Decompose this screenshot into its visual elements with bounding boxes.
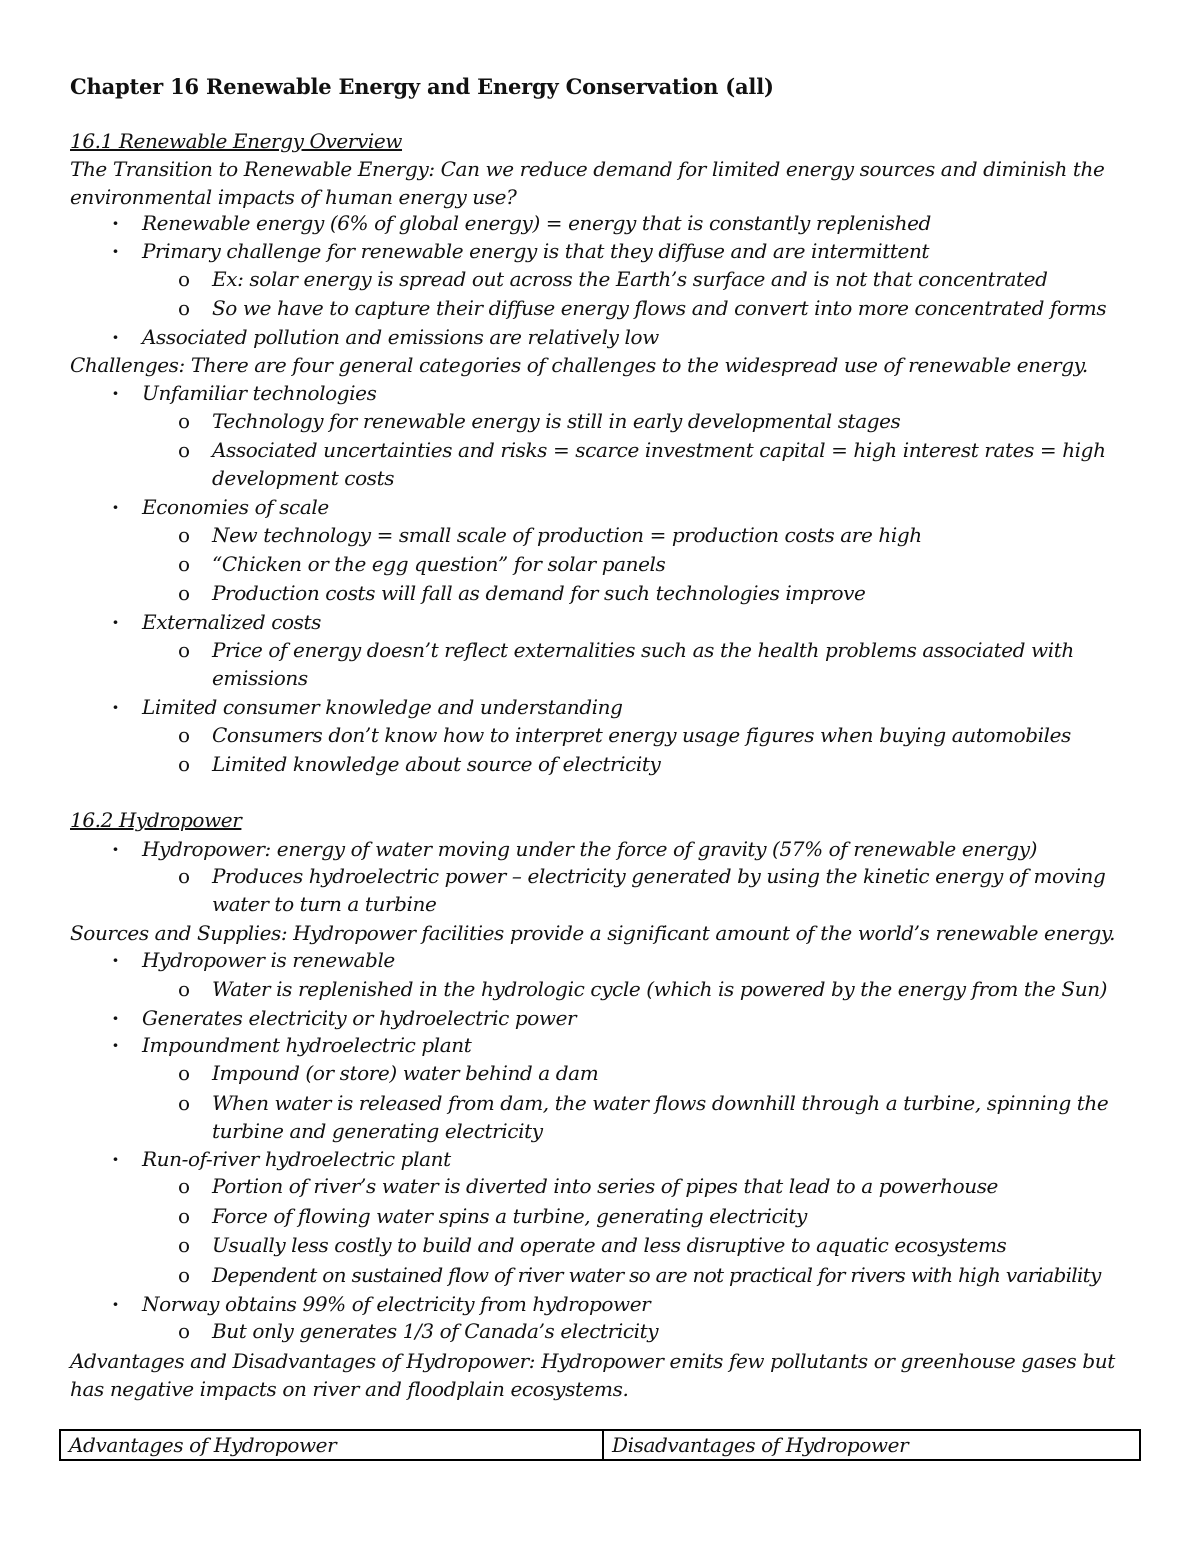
sub-bullet-marker: o bbox=[178, 1061, 191, 1085]
sub-bullet-item: Produces hydroelectric power – electricity generated by using the kinetic energy of moving bbox=[212, 864, 1106, 888]
sub-bullet-marker: o bbox=[178, 638, 191, 662]
sub-bullet-marker: o bbox=[178, 296, 191, 320]
sub-bullet-item: Portion of river’s water is diverted into series of pipes that lead to a powerhouse bbox=[212, 1174, 998, 1198]
bullet-item: Limited consumer knowledge and understanding bbox=[142, 695, 623, 719]
bullet-marker: · bbox=[112, 948, 119, 972]
sub-bullet-marker: o bbox=[178, 409, 191, 433]
table-header-row bbox=[60, 1430, 1140, 1460]
bullet-item: Hydropower: energy of water moving under the force of gravity (57% of renewable energy) bbox=[142, 837, 1038, 861]
intro-text: environmental impacts of human energy use? bbox=[70, 185, 517, 209]
sub-bullet-item: Force of flowing water spins a turbine, generating electricity bbox=[212, 1204, 807, 1228]
bullet-marker: · bbox=[112, 211, 119, 235]
sub-bullet-item: When water is released from dam, the water flows downhill through a turbine, spinning the bbox=[212, 1091, 1109, 1115]
sub-bullet-item: But only generates 1/3 of Canada’s electricity bbox=[212, 1319, 659, 1343]
bullet-marker: · bbox=[112, 695, 119, 719]
table-header-disadvantages: Disadvantages of Hydropower bbox=[603, 1430, 1140, 1460]
sub-bullet-marker: o bbox=[178, 438, 191, 462]
bullet-item: Hydropower is renewable bbox=[142, 948, 395, 972]
sub-bullet-item: Dependent on sustained flow of river water so are not practical for rivers with high variability bbox=[212, 1263, 1101, 1287]
sub-bullet-marker: o bbox=[178, 267, 191, 291]
advantages-intro: has negative impacts on river and floodplain ecosystems. bbox=[70, 1377, 629, 1401]
sub-bullet-continuation: water to turn a turbine bbox=[212, 892, 437, 916]
bullet-marker: · bbox=[112, 1292, 119, 1316]
table-header-advantages: Advantages of Hydropower bbox=[60, 1430, 603, 1460]
sub-bullet-item: Limited knowledge about source of electricity bbox=[212, 752, 661, 776]
sub-bullet-item: Ex: solar energy is spread out across the Earth’s surface and is not that concentrated bbox=[212, 267, 1048, 291]
bullet-marker: · bbox=[112, 1006, 119, 1030]
bullet-item: Externalized costs bbox=[142, 610, 322, 634]
advantages-intro: Advantages and Disadvantages of Hydropower: Hydropower emits few pollutants or greenhouse gases but bbox=[70, 1349, 1115, 1373]
sub-bullet-marker: o bbox=[178, 552, 191, 576]
sub-bullet-item: “Chicken or the egg question” for solar panels bbox=[212, 552, 666, 576]
bullet-marker: · bbox=[112, 837, 119, 861]
sub-bullet-item: New technology = small scale of production = production costs are high bbox=[212, 523, 922, 547]
sub-bullet-marker: o bbox=[178, 1233, 191, 1257]
bullet-marker: · bbox=[112, 1147, 119, 1171]
bullet-marker: · bbox=[112, 239, 119, 263]
bullet-item: Impoundment hydroelectric plant bbox=[142, 1033, 472, 1057]
bullet-marker: · bbox=[112, 610, 119, 634]
sub-bullet-marker: o bbox=[178, 1204, 191, 1228]
sub-bullet-item: Price of energy doesn’t reflect externalities such as the health problems associated with bbox=[212, 638, 1074, 662]
bullet-marker: · bbox=[112, 495, 119, 519]
bullet-marker: · bbox=[112, 381, 119, 405]
sub-bullet-marker: o bbox=[178, 581, 191, 605]
sub-bullet-item: Impound (or store) water behind a dam bbox=[212, 1061, 599, 1085]
bullet-marker: · bbox=[112, 1033, 119, 1057]
sub-bullet-item: Technology for renewable energy is still in early developmental stages bbox=[212, 409, 901, 433]
sub-bullet-item: Production costs will fall as demand for such technologies improve bbox=[212, 581, 866, 605]
sub-bullet-marker: o bbox=[178, 1174, 191, 1198]
sub-bullet-item: So we have to capture their diffuse energy flows and convert into more concentrated forms bbox=[212, 296, 1107, 320]
section-heading-16-1: 16.1 Renewable Energy Overview bbox=[70, 129, 403, 153]
sub-bullet-item: Usually less costly to build and operate and less disruptive to aquatic ecosystems bbox=[212, 1233, 1007, 1257]
bullet-item: Unfamiliar technologies bbox=[142, 381, 377, 405]
sub-bullet-marker: o bbox=[178, 1091, 191, 1115]
bullet-item: Associated pollution and emissions are relatively low bbox=[142, 325, 659, 349]
sub-bullet-marker: o bbox=[178, 864, 191, 888]
sub-bullet-item: Associated uncertainties and risks = scarce investment capital = high interest rates = high bbox=[212, 438, 1106, 462]
sub-bullet-marker: o bbox=[178, 1319, 191, 1343]
sub-bullet-continuation: development costs bbox=[212, 466, 395, 490]
bullet-item: Norway obtains 99% of electricity from hydropower bbox=[142, 1292, 651, 1316]
sub-bullet-marker: o bbox=[178, 723, 191, 747]
bullet-item: Run-of-river hydroelectric plant bbox=[142, 1147, 451, 1171]
sub-bullet-marker: o bbox=[178, 752, 191, 776]
bullet-item: Renewable energy (6% of global energy) = energy that is constantly replenished bbox=[142, 211, 931, 235]
sub-bullet-marker: o bbox=[178, 1263, 191, 1287]
intro-text: The Transition to Renewable Energy: Can we reduce demand for limited energy sources and diminish the bbox=[70, 157, 1105, 181]
sub-bullet-item: Water is replenished in the hydrologic cycle (which is powered by the energy from the Sun) bbox=[212, 977, 1108, 1001]
sources-intro: Sources and Supplies: Hydropower facilities provide a significant amount of the world’s renewable energy. bbox=[70, 921, 1116, 945]
bullet-item: Economies of scale bbox=[142, 495, 329, 519]
hydropower-table bbox=[59, 1429, 1141, 1461]
sub-bullet-continuation: emissions bbox=[212, 666, 308, 690]
sub-bullet-marker: o bbox=[178, 523, 191, 547]
challenges-intro: Challenges: There are four general categories of challenges to the widespread use of renewable energy. bbox=[70, 353, 1088, 377]
bullet-item: Primary challenge for renewable energy is that they diffuse and are intermittent bbox=[142, 239, 930, 263]
section-heading-16-2: 16.2 Hydropower bbox=[70, 808, 242, 832]
sub-bullet-continuation: turbine and generating electricity bbox=[212, 1119, 543, 1143]
sub-bullet-item: Consumers don’t know how to interpret energy usage figures when buying automobiles bbox=[212, 723, 1071, 747]
bullet-marker: · bbox=[112, 325, 119, 349]
bullet-item: Generates electricity or hydroelectric power bbox=[142, 1006, 577, 1030]
sub-bullet-marker: o bbox=[178, 977, 191, 1001]
document-title: Chapter 16 Renewable Energy and Energy Conservation (all) bbox=[70, 74, 774, 99]
